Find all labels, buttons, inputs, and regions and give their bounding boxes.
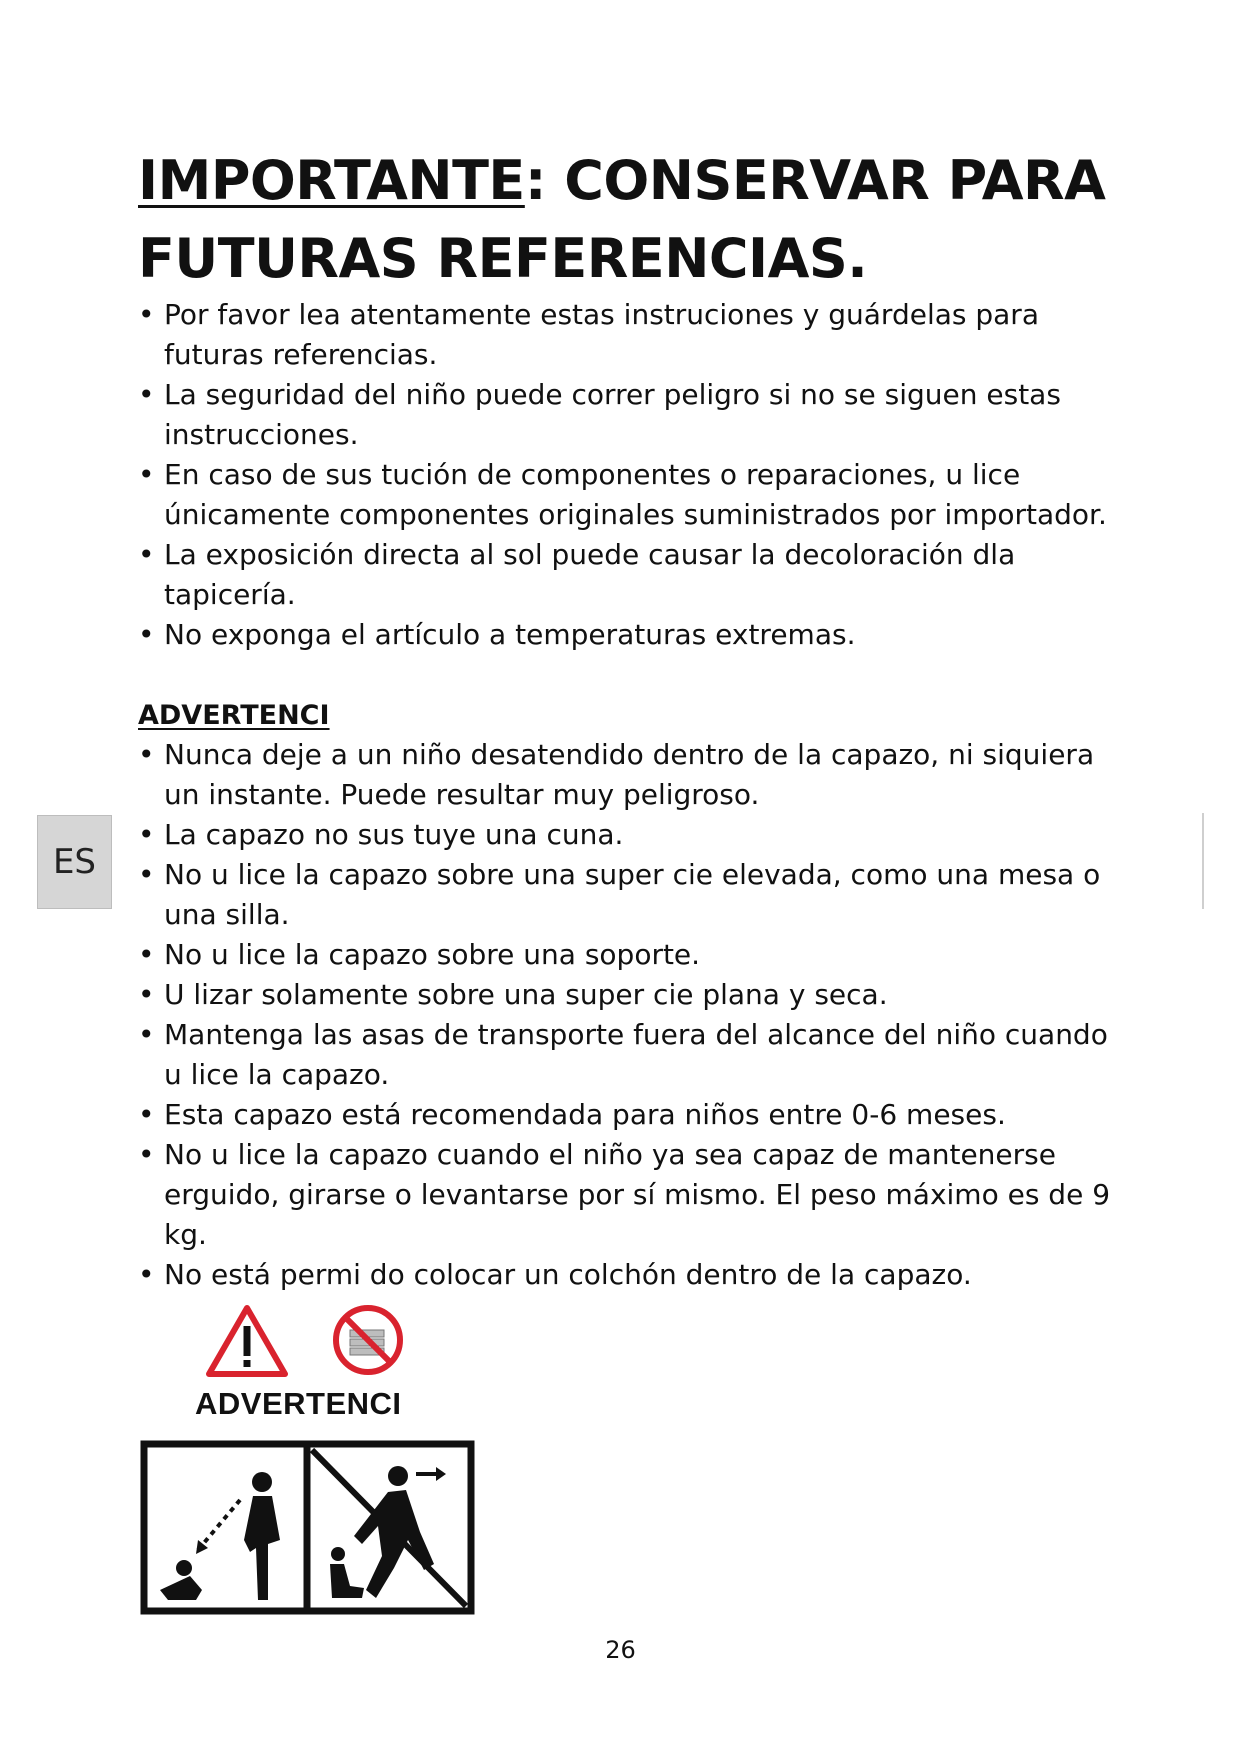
warning-heading: ADVERTENCI <box>138 700 330 731</box>
list-item: • No exponga el artículo a temperaturas extremas. <box>138 615 1118 655</box>
title-rest: : CONSERVAR PARA FUTURAS REFERENCIAS. <box>138 149 1106 290</box>
list-item: • La seguridad del niño puede correr peligro si no se siguen estas instrucciones. <box>138 375 1118 455</box>
no-mattress-icon <box>336 1308 400 1372</box>
edge-marker <box>1202 813 1204 909</box>
list-item: • En caso de sus tución de componentes o reparaciones, u lice únicamente componentes originales suministrados por importador. <box>138 455 1118 535</box>
warning-triangle-icon <box>209 1308 285 1374</box>
list-item: • Por favor lea atentamente estas instruciones y guárdelas para futuras referencias. <box>138 295 1118 375</box>
list-item: • La exposición directa al sol puede causar la decoloración dla tapicería. <box>138 535 1118 615</box>
general-instructions-list <box>138 295 1118 655</box>
do-not-leave-child-pictogram <box>140 1440 475 1615</box>
list-item: • Mantenga las asas de transporte fuera del alcance del niño cuando u lice la capazo. <box>138 1015 1118 1095</box>
language-tab: ES <box>37 815 112 909</box>
list-item: • No u lice la capazo sobre una super cie elevada, como una mesa o una silla. <box>138 855 1118 935</box>
page-number: 26 <box>605 1636 636 1664</box>
list-item: • No está permi do colocar un colchón dentro de la capazo. <box>138 1255 1118 1295</box>
icon-warning-label: ADVERTENCI <box>195 1386 402 1421</box>
list-item: • U lizar solamente sobre una super cie plana y seca. <box>138 975 1118 1015</box>
list-item: • Esta capazo está recomendada para niños entre 0-6 meses. <box>138 1095 1118 1135</box>
warning-icons <box>205 1302 415 1382</box>
list-item: • Nunca deje a un niño desatendido dentro de la capazo, ni siquiera un instante. Puede resultar muy peligroso. <box>138 735 1118 815</box>
warning-list <box>138 735 1118 1295</box>
list-item: • No u lice la capazo sobre una soporte. <box>138 935 1118 975</box>
list-item: • No u lice la capazo cuando el niño ya sea capaz de mantenerse erguido, girarse o levantarse por sí mismo. El peso máximo es de 9 kg. <box>138 1135 1118 1255</box>
title-important: IMPORTANTE <box>138 149 525 212</box>
page-title <box>138 142 1118 298</box>
list-item: • La capazo no sus tuye una cuna. <box>138 815 1118 855</box>
